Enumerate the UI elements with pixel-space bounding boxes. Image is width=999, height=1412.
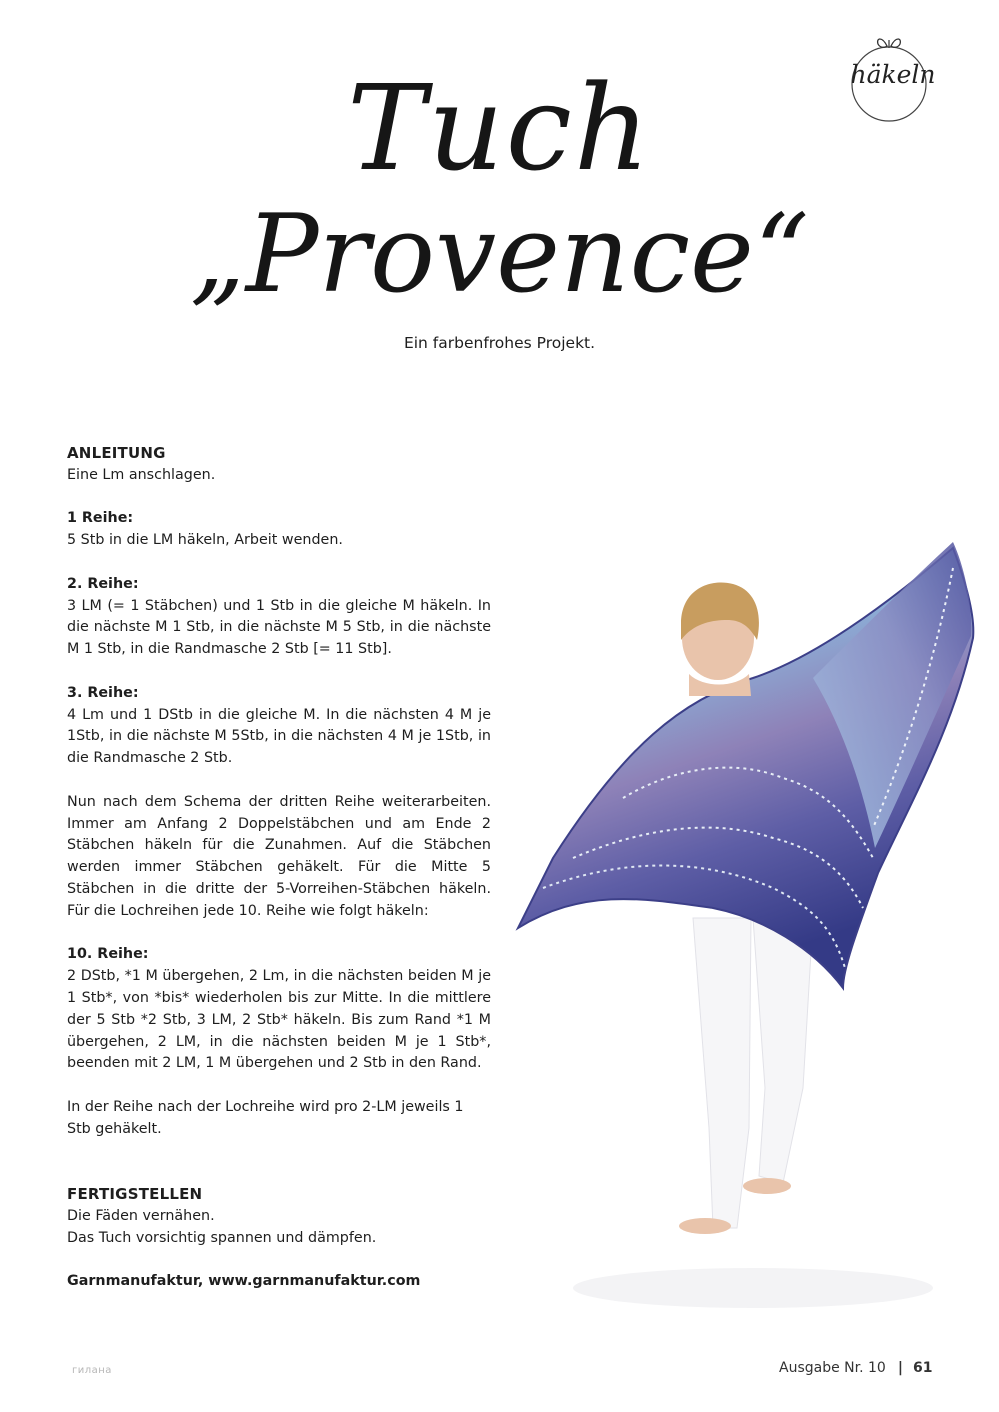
footer-separator: | xyxy=(897,1360,903,1376)
after-lochreihe-text: In der Reihe nach der Lochreihe wird pro 2-LM jeweils 1 Stb gehäkelt. xyxy=(67,1098,464,1137)
row1-text: 5 Stb in die LM häkeln, Arbeit wenden. xyxy=(67,532,343,549)
row3-text: 4 Lm und 1 DStb in die gleiche M. In die nächsten 4 M je 1Stb, in die nächste M 5Stb, in die nächsten 4 M je 1Stb, in die Randmasche 2 Stb. xyxy=(67,706,491,767)
instructions-column xyxy=(67,443,491,1293)
finishing-line-1: Die Fäden vernähen. xyxy=(67,1207,215,1224)
issue-label: Ausgabe Nr. 10 xyxy=(779,1360,886,1376)
row1-title: 1 Reihe: xyxy=(67,510,134,527)
subtitle: Ein farbenfrohes Projekt. xyxy=(403,334,596,352)
finishing-heading: FERTIGSTELLEN xyxy=(67,1185,203,1204)
row10-text: 2 DStb, *1 M übergehen, 2 Lm, in die nächsten beiden M je 1 Stb*, von *bis* wiederholen bis zur Mitte. In die mittlere der 5 Stb *2 Stb, 3 LM, 2 Stb* häkeln. Bis zum Rand *1 M übergehen, 2 LM, in die nächsten beiden M je 1 Stb*, beenden mit 2 LM, 1 M übergehen und 2 Stb in den Rand. xyxy=(67,968,491,1072)
schema-text: Nun nach dem Schema der dritten Reihe weiterarbeiten. Immer am Anfang 2 Doppelstäbchen und am Ende 2 Stäbchen häkeln für die Zunahmen. Auf die Stäbchen werden immer Stäbchen gehäkelt. Für die Mitte 5 Stäbchen in die dritte der 5-Vorreihen-Stäbchen häkeln. Für die Lochreihen jede 10. Reihe wie folgt häkeln: xyxy=(67,793,491,919)
row2-title: 2. Reihe: xyxy=(67,575,139,592)
credit-line: Garnmanufaktur, www.garnmanufaktur.com xyxy=(67,1273,421,1290)
badge-label: häkeln xyxy=(850,60,936,89)
row2-text: 3 LM (= 1 Stäbchen) und 1 Stb in die gleiche M häkeln. In die nächste M 1 Stb, in die nächste M 5 Stb, in die nächste M 1 Stb, in die Randmasche 2 Stb [= 11 Stb]. xyxy=(67,597,491,658)
row3-title: 3. Reihe: xyxy=(67,684,139,701)
page-title-line-2: „Provence“ xyxy=(189,192,810,317)
page-footer xyxy=(779,1360,932,1376)
finishing-line-2: Das Tuch vorsichtig spannen und dämpfen. xyxy=(67,1229,377,1246)
page-title-line-1: Tuch xyxy=(347,59,652,197)
row10-title: 10. Reihe: xyxy=(67,946,149,963)
instructions-heading: ANLEITUNG xyxy=(67,444,166,462)
woman-with-shawl-illustration xyxy=(513,528,983,1318)
shawl-photo xyxy=(513,528,983,1318)
watermark: гилана xyxy=(72,1365,112,1376)
page-number: 61 xyxy=(912,1360,933,1376)
instructions-intro: Eine Lm anschlagen. xyxy=(67,466,216,483)
